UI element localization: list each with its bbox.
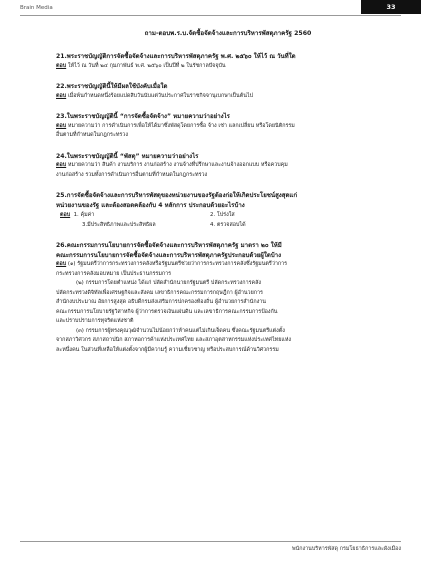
answer-label: ตอบ [56,92,67,99]
question-heading: 24.ในพระราชบัญญัตินี้ “พัสดุ” หมายความว่าอย่างไร [56,152,199,160]
answer-text: ตอบ (๑) รัฐมนตรีว่าการกระทรวงการคลังหรือรัฐมนตรีช่วยว่าการกระทรวงการคลังซึ่งรัฐมนตรีว่าการ [56,261,288,267]
question-23 [56,112,400,141]
principles-list [56,210,400,230]
document-body [56,22,400,366]
paragraph-line: จากสภาวิศวกร สภาสถาปนิก สภาหอการค้าแห่งประเทศไทย และสภาอุตสาหกรรมแห่งประเทศไทยแห่ง [56,337,292,343]
page-footer: พนักงานบริหารพัสดุ กรมโยธาธิการและผังเมือง [292,546,401,552]
answer-label: ตอบ [56,162,67,168]
answer-text-continued: อื่นตามที่กำหนดในกฎกระทรวง [56,132,128,138]
question-heading: 23.ในพระราชบัญญัตินี้ “การจัดซื้อจัดจ้าง” หมายความว่าอย่างไร [56,113,230,120]
question-heading: 25.การจัดซื้อจัดจ้างและการบริหารพัสดุของหน่วยงานของรัฐต้องก่อให้เกิดประโยชน์สูงสุดแก่ [56,192,298,199]
principle-item: 4. ตรวจสอบได้ [210,222,246,228]
question-24 [56,152,400,181]
answer-text: ตอบ หมายความว่า สินค้า งานบริการ งานก่อสร้าง งานจ้างที่ปรึกษาและงานจ้างออกแบบ หรือควบคุม [56,162,288,168]
paragraph-line: ละหนึ่งคน ในส่วนที่เหลือให้แต่งตั้งจากผู้มีความรู้ ความเชี่ยวชาญ หรือประสบการณ์ด้านวิศวกรรม [56,346,279,353]
answer-label: ตอบ [56,261,67,267]
answer-label: ตอบ [60,212,71,218]
answer-text-continued: งานก่อสร้าง รวมทั้งการดำเนินการอื่นตามที่กำหนดในกฎกระทรวง [56,171,208,178]
document-title: ถาม-ตอบพ.ร.บ.จัดซื้อจัดจ้างและการบริหารพัสดุภาครัฐ 2560 [144,30,312,37]
question-25 [56,191,400,230]
paragraph-line: คณะกรรมการนโยบายรัฐวิสาหกิจ ผู้ว่าการตรวจเงินแผ่นดิน และเลขาธิการคณะกรรมการป้องกัน [56,308,278,315]
paragraph-line: ปลัดกระทรวงดิจิทัลเพื่อเศรษฐกิจและสังคม เลขาธิการคณะกรรมการกฤษฎีกา ผู้อำนวยการ [56,289,263,296]
header-divider [20,15,401,16]
paragraph-line: (๒) กรรมการโดยตำแหน่ง ได้แก่ ปลัดสำนักนายกรัฐมนตรี ปลัดกระทรวงการคลัง [76,280,262,286]
principle-item: 2. โปร่งใส [210,212,235,218]
principle-item: ตอบ 1. คุ้มค่า [60,212,95,218]
page-header [0,0,421,16]
brand-name: Brain Media [20,5,53,11]
question-22 [56,82,400,101]
question-21 [56,52,400,71]
page-number-badge: 33 [361,0,421,14]
question-heading: 26.คณะกรรมการนโยบายการจัดซื้อจัดจ้างและการบริหารพัสดุภาครัฐ มาตรา ๒๐ ให้มี [56,242,282,249]
answer-text-continued: กระทรวงการคลังมอบหมาย เป็นประธานกรรมการ [56,270,172,277]
paragraph-line: และปราบปรามการทุจริตแห่งชาติ [56,318,134,324]
principle-item: 3.มีประสิทธิภาพและประสิทธิผล [82,222,156,228]
question-heading: 22.พระราชบัญญัตินี้ให้มีผลใช้บังคับเมื่อใด [56,83,168,90]
answer-label: ตอบ [56,122,67,129]
question-heading-continued: คณะกรรมการนโยบายการจัดซื้อจัดจ้างและการบริหารพัสดุภาครัฐประกอบด้วยผู้ใดบ้าง [56,251,282,259]
footer-divider [20,541,401,542]
answer-text: ตอบ ให้ไว้ ณ วันที่ ๒๔ กุมภาพันธ์ พ.ศ. ๒๕๖๐ เป็นปีที่ ๒ ในรัชกาลปัจจุบัน [56,62,226,69]
question-heading-continued: หน่วยงานของรัฐ และต้องสอดคล้องกับ 4 หลักการ ประกอบด้วยอะไรบ้าง [56,201,245,209]
answer-text: ตอบ หมายความว่า การดำเนินการเพื่อให้ได้มาซึ่งพัสดุโดยการซื้อ จ้าง เช่า แลกเปลี่ยน หรือโดยนิติกรรม [56,122,295,129]
answer-text: ตอบ เมื่อพ้นกำหนดหนึ่งร้อยแปดสิบวันนับแต่วันประกาศในราชกิจจานุเบกษาเป็นต้นไป [56,92,254,99]
paragraph-line: สำนักงบประมาณ อัยการสูงสุด อธิบดีกรมส่งเสริมการปกครองท้องถิ่น ผู้อำนวยการสำนักงาน [56,299,266,305]
question-26 [56,241,400,355]
answer-label: ตอบ [56,62,67,69]
question-heading: 21.พระราชบัญญัติการจัดซื้อจัดจ้างและการบริหารพัสดุภาครัฐ พ.ศ. ๒๕๖๐ ให้ไว้ ณ วันที่ใด [56,53,296,60]
paragraph-line: (๓) กรรมการผู้ทรงคุณวุฒิจำนวนไม่น้อยกว่าห้าคนแต่ไม่เกินเจ็ดคน ซึ่งคณะรัฐมนตรีแต่งตั้ง [76,327,285,334]
